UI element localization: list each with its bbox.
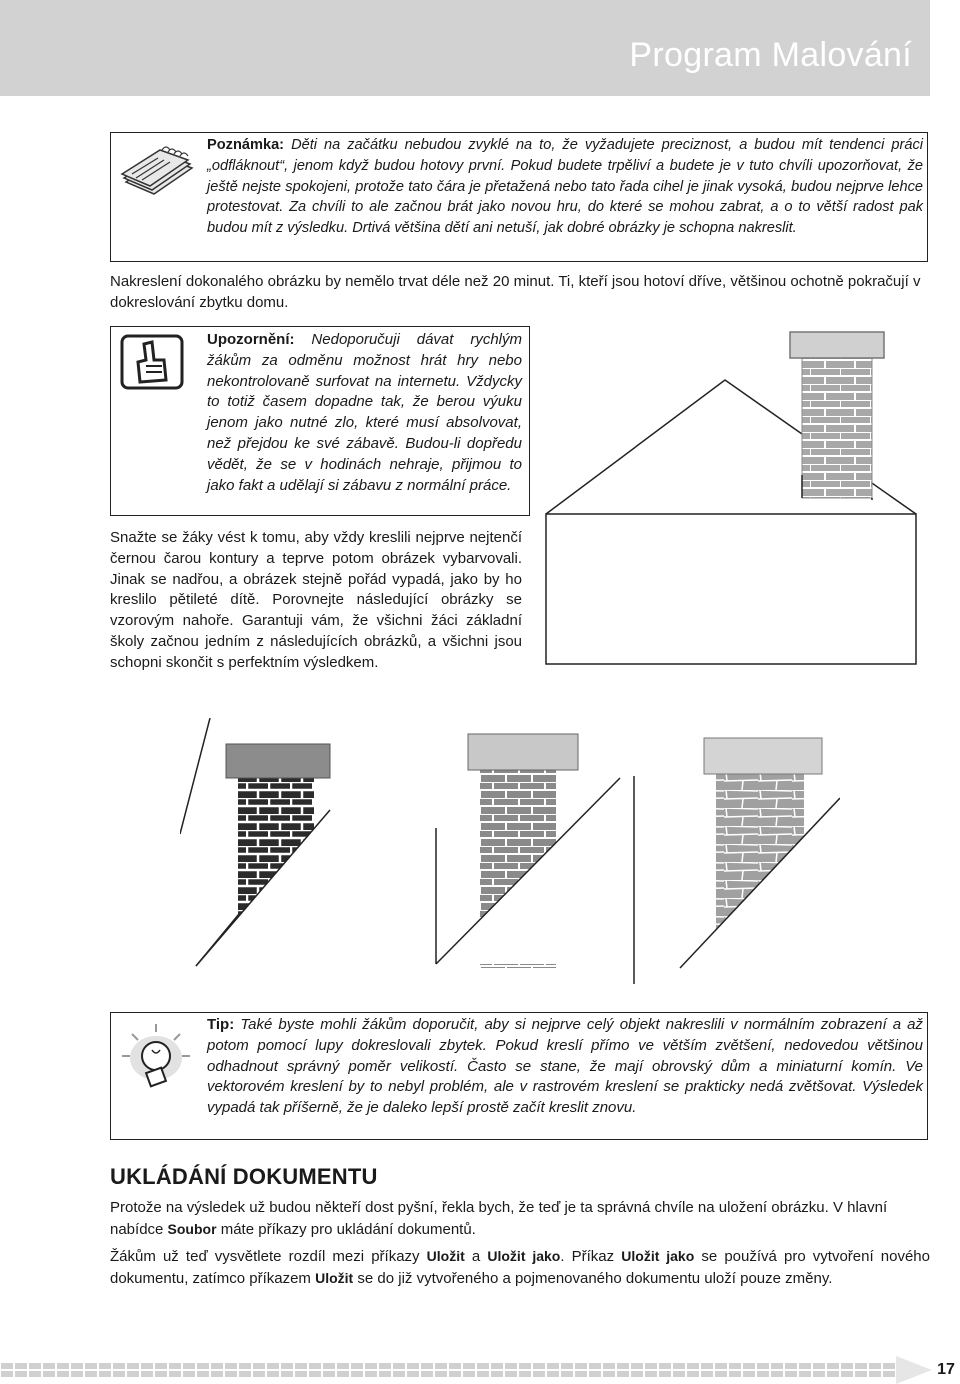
footer-decorative-strip: [0, 1356, 932, 1384]
text-run: máte příkazy pro ukládání dokumentů.: [216, 1220, 476, 1238]
light-bulb-icon: [118, 1020, 194, 1096]
chimney-sample-grey: [436, 734, 634, 984]
paragraph-completion-time: Nakreslení dokonalého obrázku by nemělo trvat déle než 20 minut. Ti, kteří jsou hotoví dříve, většinou ochotně pokračují v dokreslování zbytku domu.: [110, 273, 921, 311]
house-wall: [546, 514, 916, 664]
command-ulozit: Uložit: [426, 1248, 465, 1264]
text-run: Žákům už teď vysvětlete rozdíl mezi příkazy: [110, 1248, 427, 1265]
tip-label: Tip:: [207, 1016, 235, 1033]
chimney-sample-dark: [180, 718, 330, 966]
note-body: Děti na začátku nebudou zvyklé na to, že vyžadujete preciznost, a budou mít tendenci práci „odfláknout“, jenom když budou hotovy první. Pokud budete trpěliví a budete je v tuto chvíli upozorňovat, že ještě nejste spokojeni, protože tato čára je přetažená nebo tato řada cihel je jinak vysoká, budou nejprve lehce protestovat. Za chvíli to ale začnou brát jako novou hru, do které se mohou zabrat, a o to větší radost pak budou mít z výsledku. Drtivá většina dětí ani netuší, jak dobré obrázky je schopna nakreslit.: [207, 137, 923, 237]
text-run: se do již vytvořeného a pojmenovaného dokumentu uloží pouze změny.: [353, 1269, 833, 1287]
chimney-sample-rough: [680, 738, 840, 968]
tip-body: Také byste mohli žákům doporučit, aby si nejprve celý objekt nakreslili v normálním zobrazení a až potom pomocí lupy dokreslovali zbytek. Pokud kreslí přímo ve větším zvětšení, nedovedou většinou odhadnout správný poměr velikostí. Často se stane, že mají obrovský dům a miniaturní komín. Ve vektorovém kreslení by to nebyl problém, ale v rastrovém kreslení se prakticky nedá zvětšovat. Výsledek vypadá tak příšerně, že je daleko lepší prostě začít kreslit znovu.: [207, 1016, 923, 1117]
text-run: . Příkaz: [560, 1248, 622, 1265]
menu-name-soubor: Soubor: [167, 1220, 217, 1237]
command-ulozit-jako: Uložit jako: [487, 1248, 561, 1264]
warning-text-block: [207, 330, 522, 496]
page-number: 17: [932, 1356, 960, 1384]
command-ulozit-jako: Uložit jako: [621, 1248, 695, 1264]
note-label: Poznámka:: [207, 137, 285, 153]
notepad-icon: [118, 138, 198, 210]
text-run: se používá pro vytvoření nového dokumentu, zatímco příkazem: [110, 1248, 930, 1287]
note-text-block: [207, 135, 923, 239]
pointing-hand-icon: [120, 332, 186, 392]
command-ulozit: Uložit: [315, 1269, 354, 1286]
chimney-body: [802, 358, 872, 498]
house-illustration: [540, 320, 930, 670]
warning-label: Upozornění:: [207, 331, 295, 348]
section-heading: UKLÁDÁNÍ DOKUMENTU: [110, 1164, 378, 1189]
chimney-comparison-illustration: [180, 718, 840, 1008]
chimney-cap: [790, 332, 884, 358]
text-run: a: [464, 1248, 488, 1265]
warning-body: Nedoporučuji dávat rychlým žákům za odměnu možnost hrát hry nebo nekontrolovaně surfovat na internetu. Vždycky to totiž časem dopadne tak, že berou výuku jenom jako nutné zlo, které musí absolvovat, než přejdou ke své zábavě. Budou-li dopředu vědět, že se v hodinách nehraje, přijmou to jako fakt a udělají si zábavu z normální práce.: [207, 331, 522, 494]
tip-text-block: [207, 1015, 923, 1119]
page-title: Program Malování: [629, 36, 912, 74]
paragraph-saving-intro: [110, 1198, 930, 1241]
paragraph-save-commands: [110, 1246, 930, 1290]
text-run: Protože na výsledek už budou někteří dost pyšní, řekla bych, že teď je ta správná chvíle na uložení obrázku. V hlavní nabídce: [110, 1199, 888, 1238]
paragraph-drawing-advice: Snažte se žáky vést k tomu, aby vždy kreslili nejprve nejtenčí černou čarou kontury a teprve potom obrázek vybarvovali. Jinak se nadřou, a obrázek stejně pořád vypadá, jako by ho kreslilo pětileté dítě. Porovnejte následující obrázky se vzorovým nahoře. Garantuji vám, že všichni žáci základní školy začnou jedním z následujících obrázků, a všichni jsou schopni skončit s perfektním výsledkem.: [110, 529, 522, 671]
